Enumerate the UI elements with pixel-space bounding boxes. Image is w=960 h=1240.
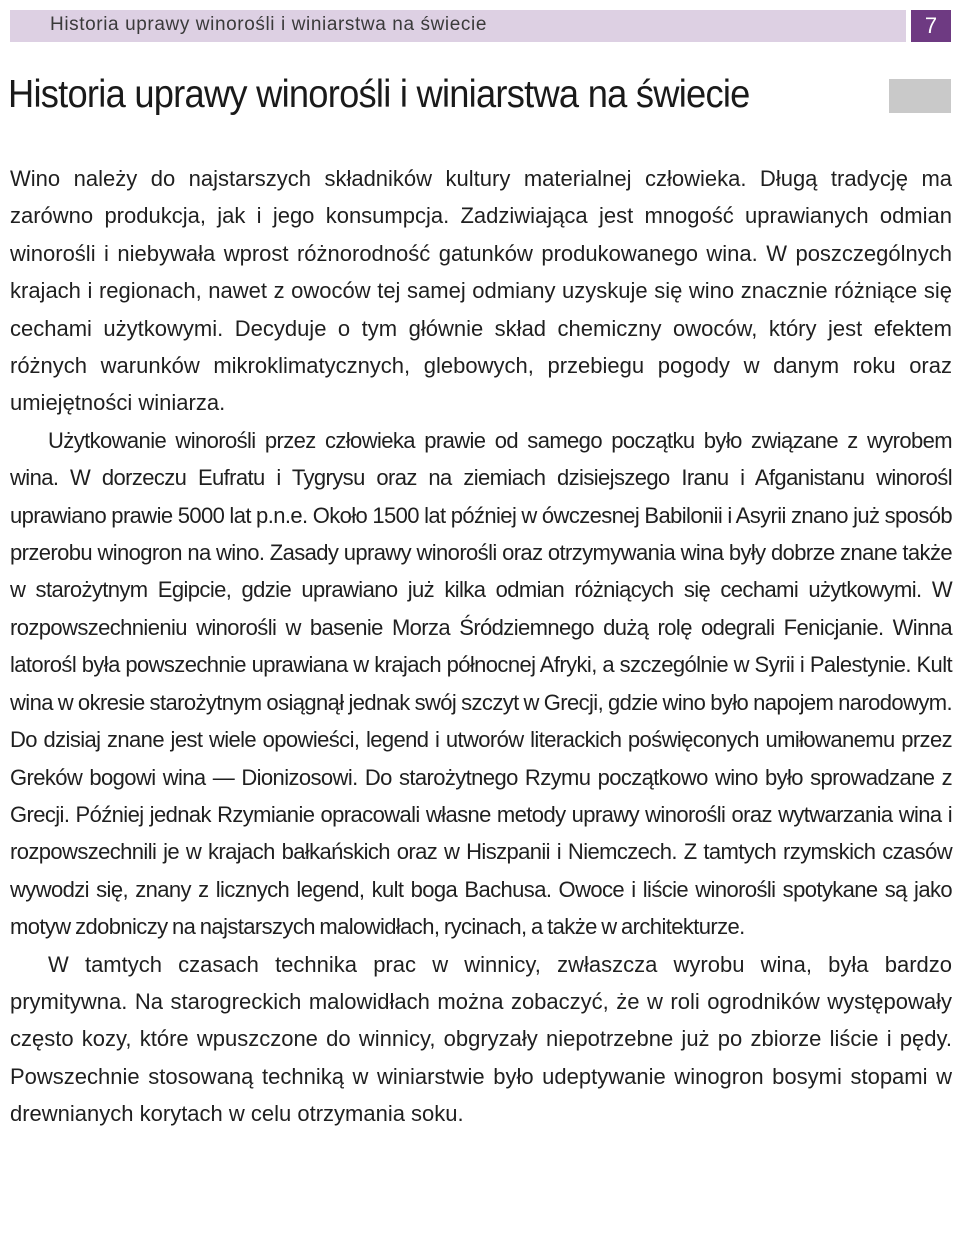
chapter-title: Historia uprawy winorośli i winiarstwa na świecie (8, 73, 750, 116)
title-decoration-box (889, 79, 951, 113)
running-header-title: Historia uprawy winorośli i winiarstwa na świecie (50, 14, 487, 35)
paragraph-intro: Wino należy do najstarszych składników kultury materialnej człowieka. Długą tradycję ma zarówno produkcja, jak i jego konsumpcja. Zadziwiająca jest mnogość uprawianych odmian winorośli i niebywała wprost różnorodność gatunków produkowanego wina. W poszczególnych krajach i regionach, nawet z owoców tej samej odmiany uzyskuje się wino znacznie różniące się cechami użytkowymi. Decyduje o tym głównie skład chemiczny owoców, który jest efektem różnych warunków mikroklimatycznych, glebowych, przebiegu pogody w danym roku oraz umiejętności winiarza. (10, 166, 952, 416)
body-text (10, 160, 952, 1133)
page-number: 7 (911, 10, 951, 42)
paragraph-history: Użytkowanie winorośli przez człowieka prawie od samego początku było związane z wyrobem wina. W dorzeczu Eufratu i Tygrysu oraz na ziemiach dzisiejszego Iranu i Afganistanu winorośl uprawiano prawie 5000 lat p.n.e. Około 1500 lat później w ówczesnej Babilonii i Asyrii znano już sposób przerobu winogron na wino. Zasady uprawy winorośli oraz otrzymywania wina były dobrze znane także w starożytnym Egipcie, gdzie uprawiano już kilka odmian różniących się cechami użytkowymi. W rozpowszechnieniu winorośli w basenie Morza Śródziemnego dużą rolę odegrali Fenicjanie. Winna latorośl była powszechnie uprawiana w krajach północnej Afryki, a szczególnie w Syrii i Palestynie. Kult wina w okresie starożytnym osiągnął jednak swój szczyt w Grecji, gdzie wino było napojem narodowym. Do dzisiaj znane jest wiele opowieści, legend i utworów literackich poświęconych umiłowanemu przez Greków bogowi wina — Dionizosowi. Do starożytnego Rzymu początkowo wino było sprowadzane z Grecji. Później jednak Rzymianie opracowali własne metody uprawy winorośli oraz wytwarzania wina i rozpowszechnili je w krajach bałkańskich oraz w Hiszpanii i Niemczech. Z tamtych rzymskich czasów wywodzi się, znany z licznych legend, kult boga Bachusa. Owoce i liście winorośli spotykane są jako motyw zdobniczy na najstarszych malowidłach, rycinach, a także w architekturze. (10, 427, 952, 940)
paragraph-technique: W tamtych czasach technika prac w winnicy, zwłaszcza wyrobu wina, była bardzo prymitywna. Na starogreckich malowidłach można zobaczyć, że w roli ogrodników występowały często kozy, które wpuszczone do winnicy, obgryzały niepotrzebne już po zbiorze liście i pędy. Powszechnie stosowaną techniką w winiarstwie było udeptywanie winogron bosymi stopami w drewnianych korytach w celu otrzymania soku. (10, 951, 952, 1127)
